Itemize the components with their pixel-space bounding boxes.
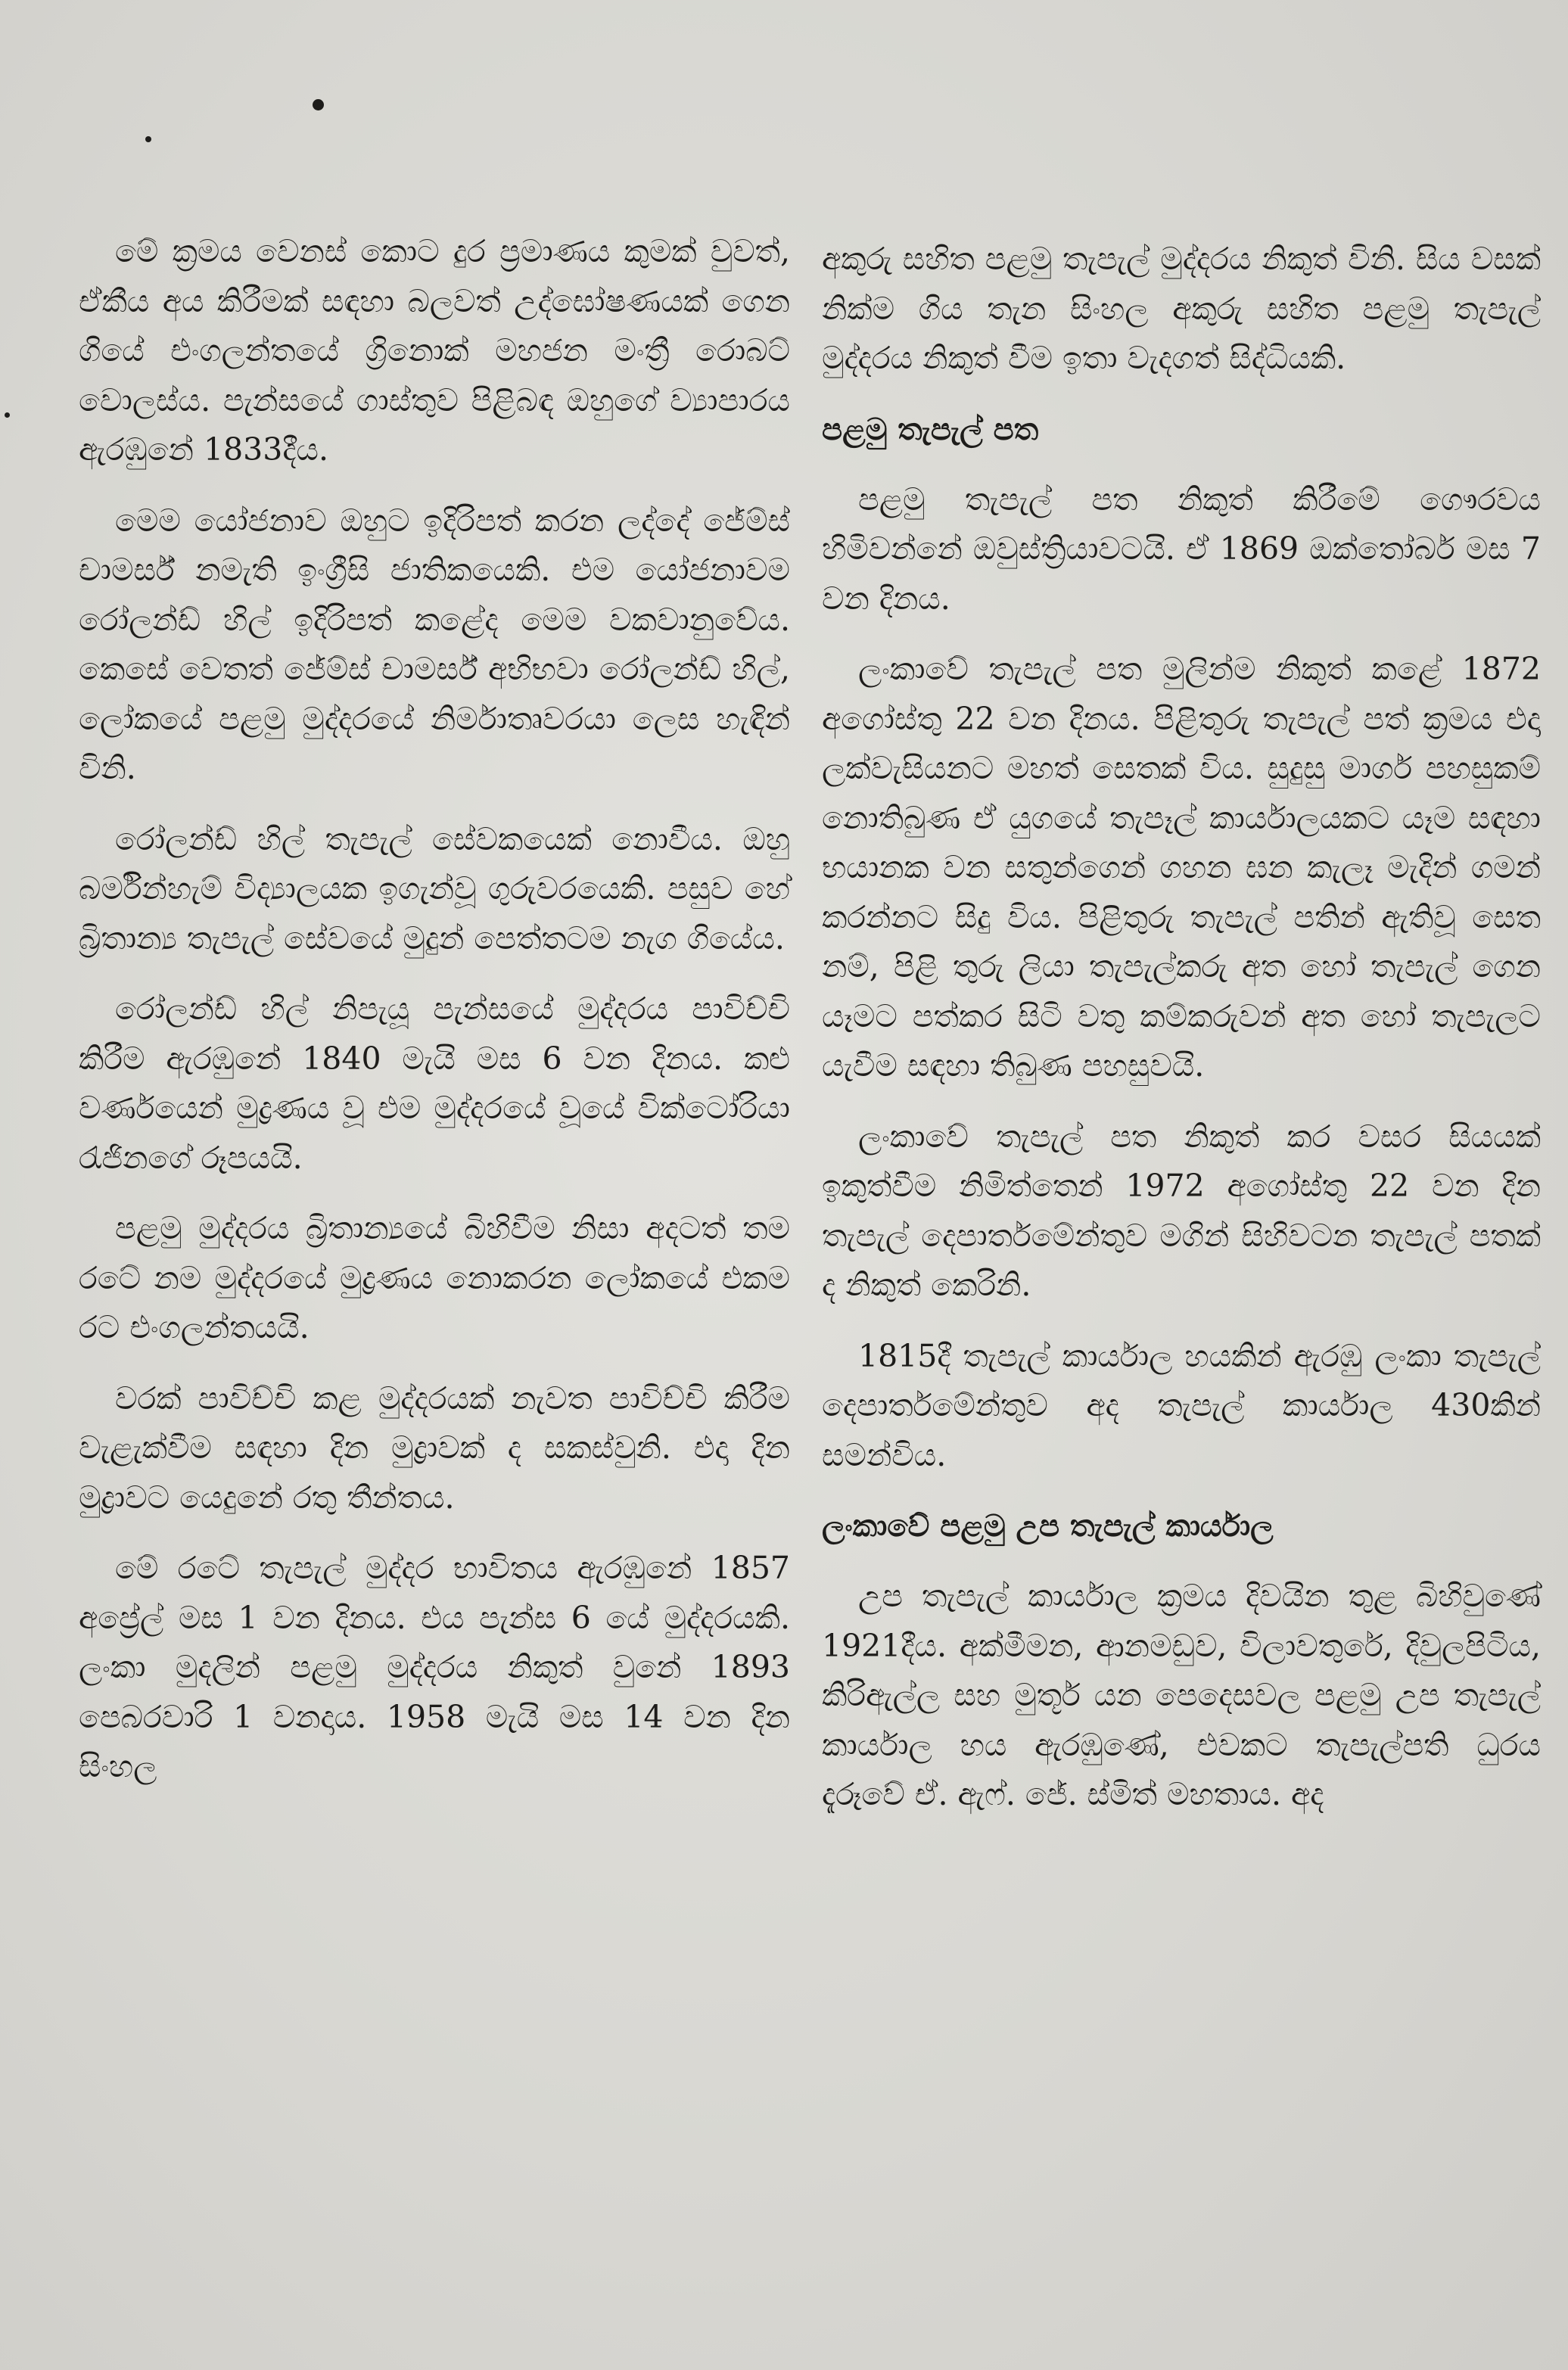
paragraph: මේ ක්‍රමය වෙනස් කොට දුර ප්‍රමාණය කුමක් වුවත්, ඒකීය අය කිරීමක් සඳහා බලවත් උද්ඝෝෂණයක් ගෙන ගියේ එංගලන්තයේ ග්‍රිනොක් මහජන මංත්‍රී රොබට් වොලස්ය. පැන්සයේ ගාස්තුව පිළිබඳ ඔහුගේ ව්‍යාපාරය ඇරඹුනේ 1833දීය. <box>79 233 790 468</box>
paragraph: උප තැපැල් කාර්යාල ක්‍රමය දිවයින තුළ බිහිවුණේ 1921දීය. අක්මීමන, ආනමඩුව, විලාවතුරේ, දිවුලපිටිය, කිරිඇල්ල සහ මුතූර් යන පෙදෙසවල පළමු උප තැපැල් කාර්යාල හය ඇරඹුණේ, එවකට තැපැල්පති ධුරය දැරූවේ ඒ. ඇෆ්. ජේ. ස්මිත් මහතාය. අද <box>822 1578 1541 1812</box>
ink-speck <box>5 412 10 418</box>
paragraph: රෝලන්ඩ් හිල් තැපැල් සේවකයෙක් නොවීය. ඔහු බර්මින්හැම් විද්‍යාලයක ඉගැන්වූ ගුරුවරයෙකි. පසුව හේ බ්‍රිතාන්‍ය තැපැල් සේවයේ මුදුන් පෙත්තටම නැග ගියේය. <box>79 820 790 956</box>
ink-speck <box>145 136 151 142</box>
paragraph: රෝලන්ඩ් හිල් නිපැයූ පැන්සයේ මුද්දරය පාවිච්චි කිරීම ඇරඹුනේ 1840 මැයි මස 6 වන දිනය. කළු වර්ණයෙන් මුද්‍රණය වූ එම මුද්දරයේ වූයේ වික්ටෝරියා රැජිනගේ රූපයයි. <box>79 991 790 1176</box>
paragraph: පළමු තැපැල් පත නිකුත් කිරීමේ ගෞරවය හිමිවන්නේ ඔවුස්ත්‍රියාවටයි. ඒ 1869 ඔක්තෝබර් මස 7 වන දිනය. <box>822 481 1541 617</box>
section-heading-first-postcard: පළමු තැපැල් පත <box>822 411 1039 447</box>
paragraph: වරක් පාවිච්චි කළ මුද්දරයක් නැවත පාවිච්චි කිරීම වැළැක්වීම සඳහා දින මුද්‍රාවක් ද සකස්වුනි. එදා දින මුද්‍රාවට යෙදුනේ රතු තීන්තය. <box>79 1379 790 1516</box>
ink-speck <box>313 99 324 110</box>
paragraph: ලංකාවේ තැපැල් පත නිකුත් කර වසර සියයක් ඉකුත්වීම නිමිත්තෙන් 1972 අගෝස්තු 22 වන දින තැපැල් දෙපාර්තමේන්තුව මගින් සිහිවටන තැපැල් පතක් ද නිකුත් කෙරිනි. <box>822 1118 1541 1303</box>
continued-paragraph: අකුරු සහිත පළමු තැපැල් මුද්දරය නිකුත් විනි. සිය වසක් නික්ම ගිය තැන සිංහල අකුරු සහිත පළමු තැපැල් මුද්දරය නිකුත් වීම ඉතා වැදගත් සිද්ධියකි. <box>822 241 1541 376</box>
left-column <box>79 227 790 1813</box>
paragraph: පළමු මුද්දරය බ්‍රිතාන්‍යයේ බිහිවීම නිසා අදටත් තම රටේ නම මුද්දරයේ මුද්‍රණය නොකරන ලෝකයේ එකම රට එංගලන්තයයි. <box>79 1210 790 1345</box>
paragraph: මෙම යෝජනාව ඔහුට ඉදිරිපත් කරන ලද්දේ ජේම්ස් චාමර්ස් නමැති ඉංග්‍රීසි ජාතිකයෙකි. එම යෝජනාවම රෝලන්ඩ් හිල් ඉදිරිපත් කළේද මෙම වකවානුවේය. කෙසේ වෙතත් ජේම්ස් චාමර්ස් අභිභවා රෝලන්ඩ් හිල්, ලෝකයේ පළමු මුද්දරයේ නිර්මාතෘවරයා ලෙස හැඳින් විනි. <box>79 502 790 786</box>
paragraph: 1815දී තැපැල් කාර්යාල හයකින් ඇරඹු ලංකා තැපැල් දෙපාර්තමේන්තුව අද තැපැල් කාර්යාල 430කින් සමන්විය. <box>822 1337 1541 1473</box>
section-heading-first-sub-post-offices: ලංකාවේ පළමු උප තැපැල් කාර්යාල <box>822 1508 1274 1544</box>
right-column <box>822 235 1541 1841</box>
paragraph: මේ රටේ තැපැල් මුද්දර භාවිතය ඇරඹුනේ 1857 අප්‍රේල් මස 1 වන දිනය. එය පැන්ස 6 යේ මුද්දරයකි. ලංකා මුදලින් පළමු මුද්දරය නිකුත් වුනේ 1893 පෙබරවාරි 1 වනදාය. 1958 මැයි මස 14 වන දින සිංහල <box>79 1550 790 1784</box>
paragraph: ලංකාවේ තැපැල් පත මුලින්ම නිකුත් කළේ 1872 අගෝස්තු 22 වන දිනය. පිළිතුරු තැපැල් පත් ක්‍රමය එදා ලක්වැසියනට මහත් සෙතක් විය. සුදුසු මාර්ග පහසුකම් නොතිබුණ ඒ යුගයේ තැපෑල් කාර්යාලයකට යෑම සඳහා භයානක වන සතුන්ගෙන් ගහන ඝන කැලෑ මැදින් ගමන් කරන්නට සිදු විය. පිළිතුරු තැපැල් පතින් ඇතිවූ සෙත නම්, පිළි තුරු ලියා තැපැල්කරු අත හෝ තැපැල් ගෙන යෑමට පත්කර සිටි වතු කම්කරුවන් අත හෝ තැපැලට යැවීම සඳහා තිබුණ පහසුවයි. <box>822 651 1541 1084</box>
